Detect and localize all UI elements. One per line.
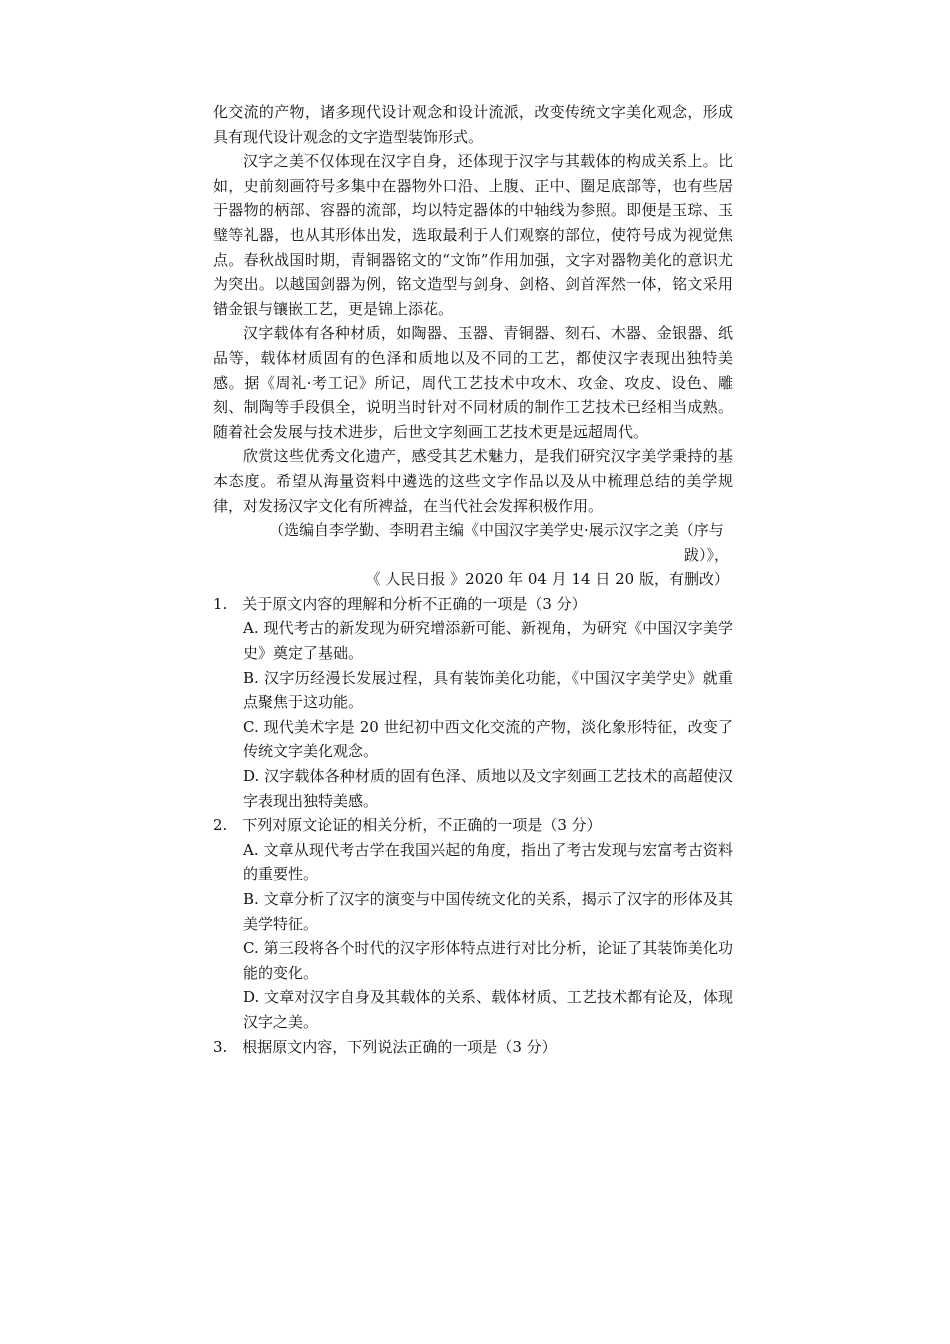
paragraph-materials: 汉字载体有各种材质，如陶器、玉器、青铜器、刻石、木器、金银器、纸品等，载体材质固有的色泽和质地以及不同的工艺，都使汉字表现出独特美感。据《周礼·考工记》所记，周代工艺技术中攻木、攻金、攻皮、设色、雕刻、制陶等手段俱全，说明当时针对不同材质的制作工艺技术已经相当成熟。随着社会发展与技术进步，后世文字刻画工艺技术更是远超周代。: [213, 324, 733, 441]
citation-line-1b: 跋）》，: [683, 545, 729, 564]
option-c: C. 第三段将各个时代的汉字形体特点进行对比分析，论证了其装饰美化功能的变化。: [243, 939, 733, 982]
question-stem: 1. 关于原文内容的理解和分析不正确的一项是（3 分）: [213, 594, 587, 613]
paragraph-continued: 化交流的产物，诸多现代设计观念和设计流派，改变传统文字美化观念，形成具有现代设计观念的文字造型装饰形式。: [213, 103, 733, 146]
question-2: [213, 813, 733, 1034]
paragraph-conclusion: 欣赏这些优秀文化遗产，感受其艺术魅力，是我们研究汉字美学秉持的基本态度。希望从海量资料中遴选的这些文字作品以及从中梳理总结的美学规律，对发扬汉字文化有所裨益，在当代社会发挥积极作用。: [213, 447, 733, 515]
option-b: B. 汉字历经漫长发展过程，具有装饰美化功能，《中国汉字美学史》就重点聚焦于这功能。: [243, 668, 733, 712]
option-b: B. 文章分析了汉字的演变与中国传统文化的关系，揭示了汉字的形体及其美学特征。: [243, 890, 733, 933]
citation-line-2: 《 人民日报 》2020 年 04 月 14 日 20 版，有删改）: [365, 570, 729, 589]
option-a: A. 文章从现代考古学在我国兴起的角度，指出了考古发现与宏富考古资料的重要性。: [243, 840, 733, 884]
question-stem: 2. 下列对原文论证的相关分析，不正确的一项是（3 分）: [213, 816, 602, 835]
option-c: C. 现代美术字是 20 世纪初中西文化交流的产物，淡化象形特征，改变了传统文字美化观念。: [243, 717, 733, 761]
option-a: A. 现代考古的新发现为研究增添新可能、新视角，为研究《中国汉字美学史》奠定了基础。: [243, 619, 733, 663]
citation-line-1: （选编自李学勤、李明君主编《中国汉字美学史·展示汉字之美（序与: [269, 521, 724, 540]
question-stem: 3. 根据原文内容，下列说法正确的一项是（3 分）: [213, 1037, 557, 1056]
document-page: [213, 100, 733, 1059]
option-d: D. 汉字载体各种材质的固有色泽、质地以及文字刻画工艺技术的高超使汉字表现出独特美感。: [243, 767, 733, 810]
option-d: D. 文章对汉字自身及其载体的关系、载体材质、工艺技术都有论及，体现汉字之美。: [243, 988, 733, 1031]
paragraph-carrier-relation: 汉字之美不仅体现在汉字自身，还体现于汉字与其载体的构成关系上。比如，史前刻画符号多集中在器物外口沿、上腹、正中、圈足底部等，也有些居于器物的柄部、容器的流部，均以特定器体的中轴线为参照。即便是玉琮、玉璧等礼器，也从其形体出发，选取最利于人们观察的部位，使符号成为视觉焦点。春秋战国时期，青铜器铭文的“文饰”作用加强，文字对器物美化的意识尤为突出。以越国剑器为例，铭文造型与剑身、剑格、剑首浑然一体，铭文采用错金银与镶嵌工艺，更是锦上添花。: [213, 152, 733, 318]
question-1: [213, 592, 733, 813]
question-3: [213, 1035, 733, 1060]
